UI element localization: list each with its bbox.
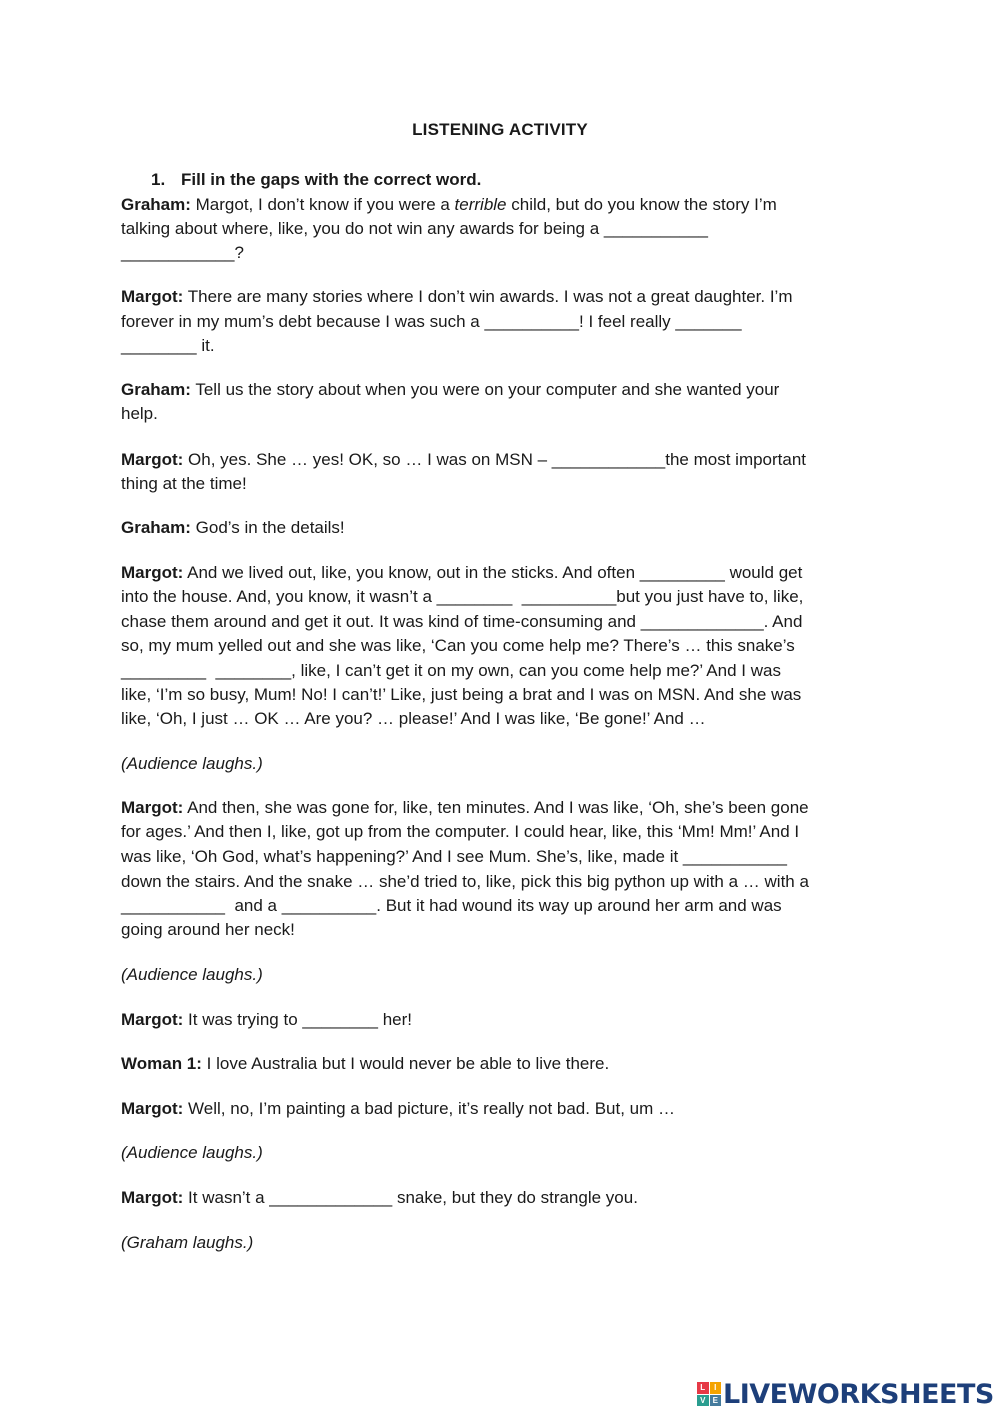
line-text: Tell us the story about when you were on your computer and she wanted your (190, 380, 780, 399)
line-text: ________ it. (121, 336, 215, 355)
dialogue-line (121, 870, 881, 894)
speaker-name: Graham: (121, 380, 191, 399)
line-text: And then, she was gone for, like, ten minutes. And I was like, ‘Oh, she’s been gone (183, 798, 809, 817)
line-text: into the house. And, you know, it wasn’t a ________ __________but you just have to, like, (121, 587, 804, 606)
speaker-name: Graham: (121, 195, 191, 214)
line-text: God’s in the details! (190, 518, 345, 537)
stage-direction-text: (Graham laughs.) (121, 1233, 254, 1252)
dialogue-line (121, 585, 881, 609)
line-emphasis: terrible (454, 195, 507, 214)
dialogue-line (121, 659, 881, 683)
stage-direction-text: (Audience laughs.) (121, 754, 263, 773)
stage-direction (121, 752, 881, 776)
dialogue-line (121, 193, 881, 217)
line-text: was like, ‘Oh God, what’s happening?’ And I see Mum. She’s, like, made it ___________ (121, 847, 787, 866)
dialogue-line (121, 634, 881, 658)
instruction-text: Fill in the gaps with the correct word. (181, 170, 482, 189)
dialogue-line (121, 845, 881, 869)
dialogue-line (121, 1052, 881, 1076)
instruction (151, 170, 481, 190)
line-text: for ages.’ And then I, like, got up from the computer. I could hear, like, this ‘Mm! Mm!’ And I (121, 822, 800, 841)
line-text: Margot, I don’t know if you were a (190, 195, 455, 214)
dialogue-line (121, 796, 881, 820)
line-text: Oh, yes. She … yes! OK, so … I was on MSN – ____________the most important (183, 450, 807, 469)
dialogue-line (121, 310, 881, 334)
line-text: going around her neck! (121, 920, 295, 939)
dialogue-line (121, 217, 881, 241)
speaker-name: Margot: (121, 563, 184, 582)
line-text: child, but do you know the story I’m (506, 195, 777, 214)
liveworksheets-logo (697, 1378, 994, 1410)
dialogue-line (121, 334, 881, 358)
line-text: _________ ________, like, I can’t get it on my own, can you come help me?’ And I was (121, 661, 781, 680)
line-text: forever in my mum’s debt because I was such a __________! I feel really _______ (121, 312, 742, 331)
dialogue-line (121, 1097, 881, 1121)
line-text: chase them around and get it out. It was kind of time-consuming and _____________. And (121, 612, 803, 631)
logo-mark-icon (697, 1382, 721, 1406)
line-text: ____________? (121, 243, 244, 262)
dialogue-line (121, 610, 881, 634)
line-text: like, ‘I’m so busy, Mum! No! I can’t!’ Like, just being a brat and I was on MSN. And she was (121, 685, 802, 704)
dialogue-line (121, 707, 881, 731)
line-text: ___________ and a __________. But it had wound its way up around her arm and was (121, 896, 782, 915)
stage-direction (121, 1141, 881, 1165)
line-text: help. (121, 404, 158, 423)
speaker-name: Margot: (121, 798, 184, 817)
dialogue-line (121, 1008, 881, 1032)
stage-direction (121, 1231, 881, 1255)
line-text: It was trying to ________ her! (183, 1010, 413, 1029)
dialogue-line (121, 918, 881, 942)
line-text: like, ‘Oh, I just … OK … Are you? … please!’ And I was like, ‘Be gone!’ And … (121, 709, 706, 728)
dialogue-line (121, 448, 881, 472)
dialogue-line (121, 1186, 881, 1210)
dialogue-line (121, 472, 881, 496)
logo-text: LIVEWORKSHEETS (723, 1378, 994, 1410)
dialogue-line (121, 683, 881, 707)
line-text: down the stairs. And the snake … she’d tried to, like, pick this big python up with a … with a (121, 872, 809, 891)
speaker-name: Graham: (121, 518, 191, 537)
dialogue-line (121, 378, 881, 402)
stage-direction-text: (Audience laughs.) (121, 965, 263, 984)
dialogue-line (121, 820, 881, 844)
line-text: talking about where, like, you do not win any awards for being a ___________ (121, 219, 708, 238)
line-text: There are many stories where I don’t win awards. I was not a great daughter. I’m (183, 287, 793, 306)
line-text: I love Australia but I would never be able to live there. (201, 1054, 610, 1073)
line-text: thing at the time! (121, 474, 247, 493)
speaker-name: Margot: (121, 287, 184, 306)
dialogue-line (121, 516, 881, 540)
speaker-name: Woman 1: (121, 1054, 202, 1073)
logo-mark-letter: L (697, 1382, 709, 1394)
dialogue-line (121, 241, 881, 265)
speaker-name: Margot: (121, 450, 184, 469)
stage-direction (121, 963, 881, 987)
dialogue-line (121, 894, 881, 918)
stage-direction-text: (Audience laughs.) (121, 1143, 263, 1162)
logo-mark-letter: I (710, 1382, 722, 1394)
logo-mark-letter: E (710, 1395, 722, 1407)
line-text: And we lived out, like, you know, out in the sticks. And often _________ would get (183, 563, 803, 582)
dialogue-line (121, 285, 881, 309)
speaker-name: Margot: (121, 1010, 184, 1029)
line-text: Well, no, I’m painting a bad picture, it’s really not bad. But, um … (183, 1099, 675, 1118)
dialogue-line (121, 561, 881, 585)
line-text: It wasn’t a _____________ snake, but they do strangle you. (183, 1188, 638, 1207)
speaker-name: Margot: (121, 1099, 184, 1118)
dialogue-line (121, 402, 881, 426)
instruction-number: 1. (151, 170, 166, 189)
speaker-name: Margot: (121, 1188, 184, 1207)
logo-mark-letter: V (697, 1395, 709, 1407)
page-title: LISTENING ACTIVITY (412, 120, 588, 139)
line-text: so, my mum yelled out and she was like, ‘Can you come help me? There’s … this snake’s (121, 636, 795, 655)
